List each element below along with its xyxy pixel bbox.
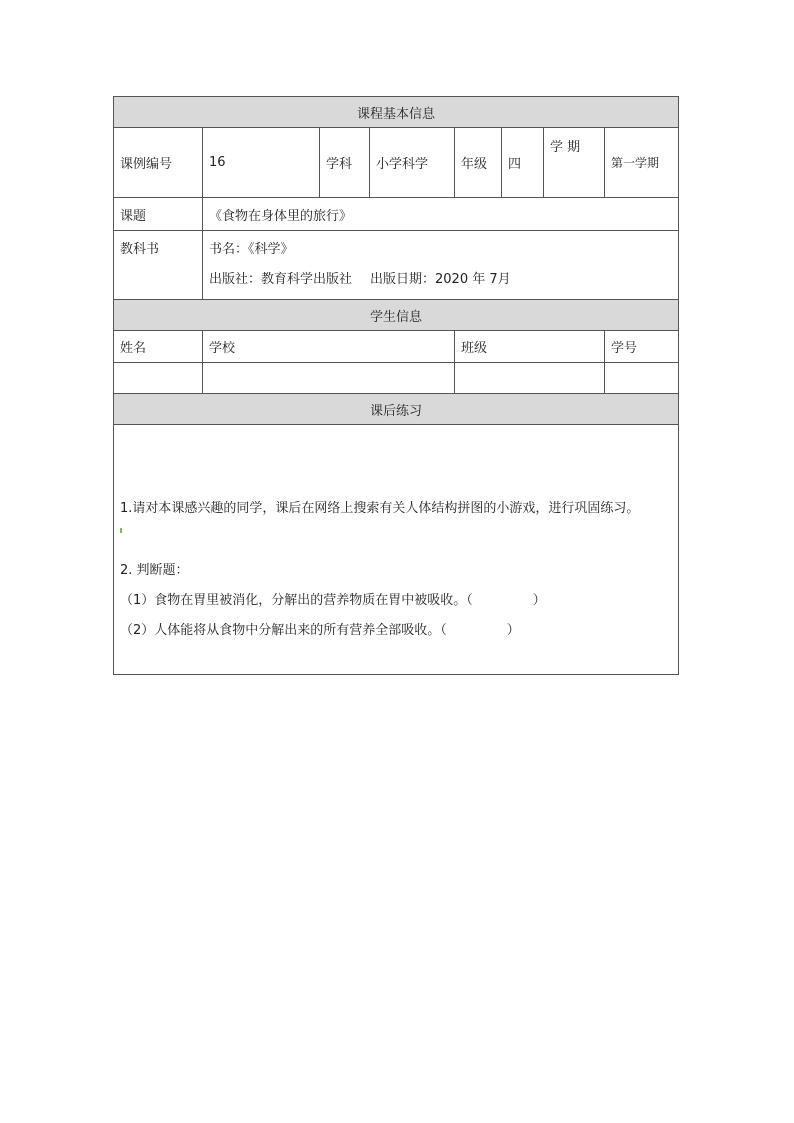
topic-label: 课题: [114, 198, 203, 231]
grade-value: 四: [502, 128, 544, 198]
margin-mark: [120, 518, 672, 562]
publish-date: 出版日期：2020 年 7月: [370, 272, 511, 287]
number-field[interactable]: [605, 363, 679, 394]
course-form-table: [113, 96, 679, 675]
course-id-value: 16: [203, 128, 320, 198]
exercise-question-1: 1.请对本课感兴趣的同学，课后在网络上搜索有关人体结构拼图的小游戏，进行巩固练习。: [120, 500, 640, 516]
section-student-info: 学生信息: [114, 300, 679, 331]
book-name: 书名：《科学》: [209, 242, 294, 257]
true-false-item-2: [120, 622, 672, 640]
item-1-close: ）: [532, 592, 546, 608]
exercises-body: [114, 425, 679, 675]
school-label: 学校: [203, 331, 455, 363]
number-label: 学号: [605, 331, 679, 363]
name-label: 姓名: [114, 331, 203, 363]
item-2-text: （2）人体能将从食物中分解出来的所有营养全部吸收。（: [120, 622, 447, 638]
name-field[interactable]: [114, 363, 203, 394]
topic-value: 《食物在身体里的旅行》: [203, 198, 679, 231]
class-label: 班级: [455, 331, 605, 363]
grade-label: 年级: [455, 128, 502, 198]
section-course-info: 课程基本信息: [114, 97, 679, 128]
subject-label: 学科: [320, 128, 370, 198]
exercise-question-2-title: 2. 判断题：: [120, 562, 189, 578]
subject-value: 小学科学: [370, 128, 455, 198]
class-field[interactable]: [455, 363, 605, 394]
term-value: 第一学期: [605, 128, 679, 198]
textbook-label: 教科书: [114, 231, 203, 300]
true-false-item-1: [120, 592, 672, 610]
textbook-details: [203, 231, 679, 300]
publisher: 出版社：教育科学出版社: [209, 272, 353, 287]
publisher-line: [209, 265, 672, 295]
school-field[interactable]: [203, 363, 455, 394]
item-2-close: ）: [506, 622, 520, 638]
section-exercises: 课后练习: [114, 394, 679, 425]
item-1-text: （1）食物在胃里被消化，分解出的营养物质在胃中被吸收。（: [120, 592, 473, 608]
term-label: 学 期: [544, 128, 605, 198]
course-id-label: 课例编号: [114, 128, 203, 198]
